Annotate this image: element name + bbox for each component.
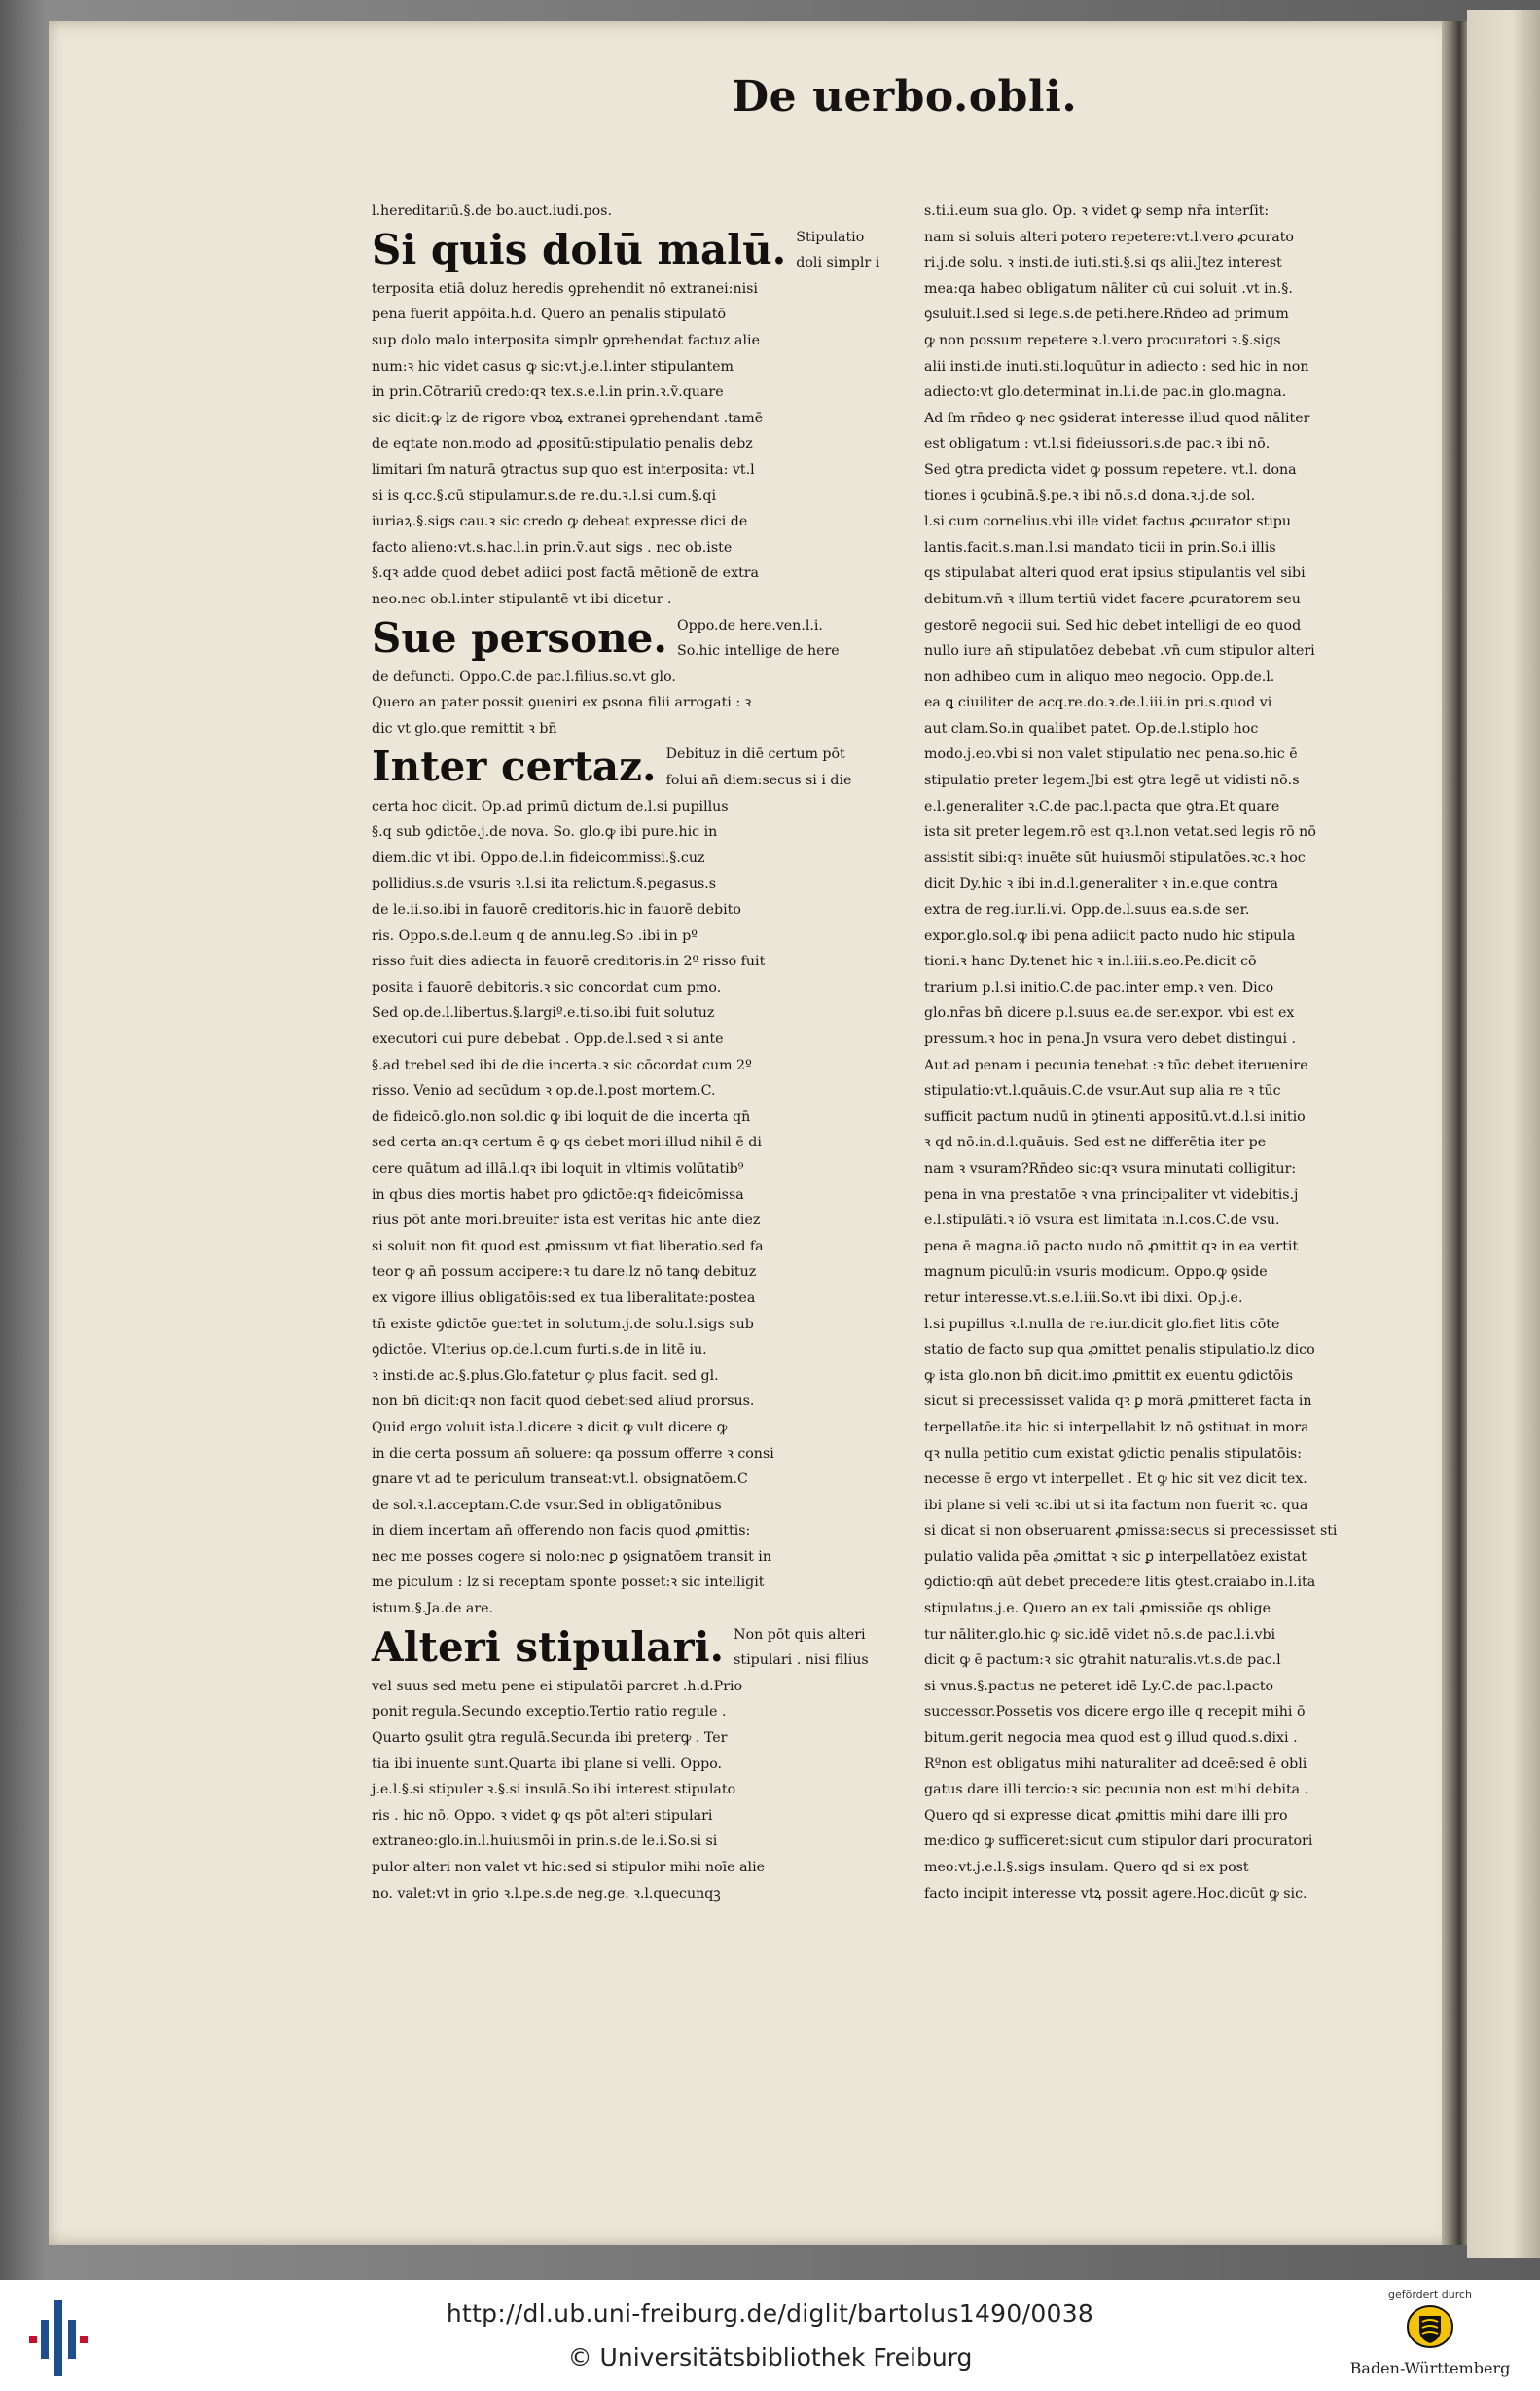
text-line: qꝛ nulla petitio cum existat ꝯdictio penalis stipulatōis: xyxy=(924,1445,1302,1462)
text-line: non bn̄ dicit:qꝛ non facit quod debet:sed aliud prorsus. xyxy=(372,1394,755,1410)
rubric-initial-words: Si quis dolū malū. xyxy=(372,225,787,273)
book-gutter xyxy=(1442,21,1467,2245)
text-line: in diem incertam an̄ offerendo non facis quod ꝓmittis: xyxy=(372,1523,751,1540)
text-line: gnare vt ad te periculum transeat:vt.l. obsignatōem.C xyxy=(372,1471,748,1488)
rubric-initial-words: Alteri stipulari. xyxy=(372,1622,725,1671)
text-line: ex vigore illius obligatōis:sed ex tua liberalitate:postea xyxy=(372,1289,756,1306)
text-line: So.hic intellige de here xyxy=(676,643,840,660)
text-line: sicut si precessisset valida qꝛ ꝑ morā ꝓmitteret facta in xyxy=(924,1394,1312,1410)
text-line: meo:vt.j.e.l.§.sigs insulam. Quero qd si ex post xyxy=(924,1860,1249,1875)
text-line: ri.j.de solu. ꝛ insti.de iuti.sti.§.si qs alii.Jtez interest xyxy=(924,255,1282,272)
text-line: terpellatōe.ita hic si interpellabit lz nō ꝯstituat in mora xyxy=(924,1419,1309,1435)
text-line: posita i fauorē debitoris.ꝛ sic concordat cum pmo. xyxy=(372,979,722,996)
text-line: neo.nec ob.l.inter stipulantē vt ibi dicetur . xyxy=(372,591,672,607)
text-line: tioni.ꝛ hanc Dy.tenet hic ꝛ in.l.iii.s.eo.Pe.dicit cō xyxy=(924,954,1257,970)
text-line: folui an̄ diem:secus si i die xyxy=(665,773,852,789)
text-line: diem.dic vt ibi. Oppo.de.l.in fideicommissi.§.cuz xyxy=(372,850,705,866)
text-line: Oppo.de here.ven.l.i. xyxy=(676,617,823,634)
text-line: ponit regula.Secundo exceptio.Tertio ratio regule . xyxy=(372,1704,727,1721)
text-line: vel suus sed metu pene ei stipulatōi parcret .h.d.Prio xyxy=(372,1678,743,1694)
text-line: ꝛ insti.de ac.§.plus.Glo.fatetur ꝙ plus facit. sed gl. xyxy=(372,1367,719,1384)
text-line: ris . hic nō. Oppo. ꝛ videt ꝙ qs pōt alteri stipulari xyxy=(372,1807,713,1824)
text-line: num:ꝛ hic videt casus ꝙ sic:vt.j.e.l.inter stipulantem xyxy=(372,358,734,375)
text-line: adiecto:vt glo.determinat in.l.i.de pac.in glo.magna. xyxy=(924,384,1287,401)
text-line: magnum piculū:in vsuris modicum. Oppo.ꝙ ꝯside xyxy=(924,1264,1268,1281)
text-line: stipulatio:vt.l.quāuis.C.de vsur.Aut sup alia re ꝛ tūc xyxy=(924,1083,1281,1100)
text-line: Stipulatio xyxy=(796,229,865,245)
text-line: de le.ii.so.ibi in fauorē creditoris.hic in fauorē debito xyxy=(372,902,741,919)
text-line: sic dicit:ꝙ lz de rigore vboꝝ extranei ꝯprehendant .tamē xyxy=(372,410,764,426)
sponsor-block xyxy=(1333,2288,1527,2389)
text-line: Quid ergo voluit ista.l.dicere ꝛ dicit ꝙ vult dicere ꝙ xyxy=(372,1419,728,1435)
text-line: pena ē magna.iō pacto nudo nō ꝓmittit qꝛ in ea vertit xyxy=(924,1238,1299,1254)
text-line: nullo iure an̄ stipulatōez debebat .vn̄ cum stipulor alteri xyxy=(924,643,1315,660)
text-line: executori cui pure debebat . Opp.de.l.sed ꝛ si ante xyxy=(372,1032,724,1047)
text-line: sed certa an:qꝛ certum ē ꝙ qs debet mori.illud nihil ē di xyxy=(372,1135,762,1151)
text-line: risso fuit dies adiecta in fauorē creditoris.in 2º risso fuit xyxy=(372,954,766,970)
text-line: ꝛ qd nō.in.d.l.quāuis. Sed est ne differētia iter pe xyxy=(924,1135,1267,1151)
rubric-heading xyxy=(372,225,880,276)
text-line: pollidius.s.de vsuris ꝛ.l.si ita relictum.§.pegasus.s xyxy=(372,876,717,892)
text-line: successor.Possetis vos dicere ergo ille q recepit mihi ō xyxy=(924,1704,1306,1721)
text-line: alii insti.de inuti.sti.loquūtur in adiecto : sed hic in non xyxy=(924,358,1309,375)
text-line: e.l.stipulāti.ꝛ iō vsura est limitata in.l.cos.C.de vsu. xyxy=(924,1213,1280,1229)
text-line: est obligatum : vt.l.si fideiussori.s.de pac.ꝛ ibi nō. xyxy=(924,436,1271,453)
text-line: l.si pupillus ꝛ.l.nulla de re.iur.dicit glo.fiet litis cōte xyxy=(924,1316,1280,1332)
text-line: terposita etiā doluz heredis ꝯprehendit nō extranei:nisi xyxy=(372,280,758,297)
text-line: in die certa possum an̄ soluere: qa possum offerre ꝛ consi xyxy=(372,1445,774,1462)
text-line: ꝙ ista glo.non bn̄ dicit.imo ꝓmittit ex euentu ꝯdictōis xyxy=(924,1367,1294,1384)
text-line: ris. Oppo.s.de.l.eum q de annu.leg.So .ibi in pº xyxy=(372,927,698,944)
text-line: istum.§.Ja.de are. xyxy=(372,1601,494,1617)
text-line: ꝯdictio:qn̄ aūt debet precedere litis ꝯtest.craiabo in.l.ita xyxy=(924,1575,1316,1591)
copyright-notice: © Universitätsbibliothek Freiburg xyxy=(567,2343,973,2372)
text-line: stipulari . nisi filius xyxy=(734,1652,869,1669)
text-line: in prin.Cōtrariū credo:qꝛ tex.s.e.l.in prin.ꝛ.ṽ.quare xyxy=(372,384,724,401)
text-line: assistit sibi:qꝛ inuēte sūt huiusmōi stipulatōes.ꝛc.ꝛ hoc xyxy=(924,850,1306,866)
text-line: certa hoc dicit. Op.ad primū dictum de.l.si pupillus xyxy=(372,798,729,815)
text-line: nam ꝛ vsuram?Rn̄deo sic:qꝛ vsura minutati colligitur: xyxy=(924,1160,1297,1177)
text-line: tur nāliter.glo.hic ꝙ sic.idē videt nō.s.de pac.l.i.vbi xyxy=(924,1626,1276,1643)
text-line: Quero qd si expresse dicat ꝓmittis mihi dare illi pro xyxy=(924,1807,1288,1824)
rubric-heading xyxy=(372,1622,869,1674)
rubric-heading xyxy=(372,613,840,665)
text-line: l.si cum cornelius.vbi ille videt factus ꝓcurator stipu xyxy=(924,514,1292,530)
left-column xyxy=(372,199,880,1906)
text-line: de defuncti. Oppo.C.de pac.l.filius.so.vt glo. xyxy=(372,669,676,685)
text-line: ꝯsuluit.l.sed si lege.s.de peti.here.Rn̄deo ad primum xyxy=(924,307,1289,323)
text-line: teor ꝙ an̄ possum accipere:ꝛ tu dare.lz nō tanꝙ debituz xyxy=(372,1264,757,1281)
text-line: retur interesse.vt.s.e.l.iii.So.vt ibi dixi. Op.j.e. xyxy=(924,1289,1243,1306)
text-line: nam si soluis alteri potero repetere:vt.l.vero ꝓcurato xyxy=(924,229,1294,245)
text-line: limitari ſm naturā ꝯtractus sup quo est interposita: vt.l xyxy=(372,461,755,478)
text-line: extra de reg.iur.li.vi. Opp.de.l.suus ea.s.de ser. xyxy=(924,902,1250,919)
text-line: l.hereditariū.§.de bo.auct.iudi.pos. xyxy=(372,203,612,219)
text-line: aut clam.So.in qualibet patet. Op.de.l.stiplo hoc xyxy=(924,720,1259,737)
text-line: pena fuerit appōita.h.d. Quero an penalis stipulatō xyxy=(372,307,727,323)
text-line: bitum.gerit negocia mea quod est ꝯ illud quod.s.dixi . xyxy=(924,1730,1298,1747)
text-line: trarium p.l.si initio.C.de pac.inter emp.ꝛ ven. Dico xyxy=(924,979,1274,996)
text-line: e.l.generaliter ꝛ.C.de pac.l.pacta que ꝯtra.Et quare xyxy=(924,798,1280,815)
text-line: in qbus dies mortis habet pro ꝯdictōe:qꝛ fideicōmissa xyxy=(372,1186,744,1203)
text-line: iuriaꝝ.§.sigs cau.ꝛ sic credo ꝙ debeat expresse dici de xyxy=(372,514,748,530)
text-line: ea ꝗ ciuiliter de acq.re.do.ꝛ.de.l.iii.in pri.s.quod vi xyxy=(924,695,1272,711)
facing-page-edge xyxy=(1467,10,1540,2258)
permalink-url[interactable]: http://dl.ub.uni-freiburg.de/diglit/bartolus1490/0038 xyxy=(446,2300,1094,2328)
text-line: stipulatio preter legem.Jbi est ꝯtra legē ut vidisti nō.s xyxy=(924,773,1300,789)
text-line: Sed ꝯtra predicta videt ꝙ possum repetere. vt.l. dona xyxy=(924,461,1297,478)
text-line: ista sit preter legem.rō est qꝛ.l.non vetat.sed legis rō nō xyxy=(924,824,1316,841)
text-line: Debituz in diē certum pōt xyxy=(665,746,845,763)
text-line: dicit Dy.hic ꝛ ibi in.d.l.generaliter ꝛ in.e.que contra xyxy=(924,876,1278,892)
text-line: me piculum : lz si receptam sponte posset:ꝛ sic intelligit xyxy=(372,1575,765,1591)
text-line: tia ibi inuente sunt.Quarta ibi plane si velli. Oppo. xyxy=(372,1756,723,1772)
text-line: glo.nr̄as bn̄ dicere p.l.suus ea.de ser.expor. vbi est ex xyxy=(924,1005,1295,1022)
text-line: Non pōt quis alteri xyxy=(734,1626,866,1643)
text-line: tiones i ꝯcubinā.§.pe.ꝛ ibi nō.s.d dona.ꝛ.j.de sol. xyxy=(924,488,1256,504)
rubric-initial-words: Sue persone. xyxy=(372,613,667,662)
text-line: Quero an pater possit ꝯueniri ex ꝑsona filii arrogati : ꝛ xyxy=(372,695,752,711)
text-line: pulatio valida pēa ꝓmittat ꝛ sic ꝑ interpellatōez existat xyxy=(924,1548,1307,1565)
text-line: ibi plane si veli ꝛc.ibi ut si ita factum non fuerit ꝛc. qua xyxy=(924,1497,1308,1513)
text-line: j.e.l.§.si stipuler ꝛ.§.si insulā.So.ibi interest stipulato xyxy=(372,1782,736,1798)
text-line: Sed op.de.l.libertus.§.largiº.e.ti.so.ibi fuit solutuz xyxy=(372,1005,715,1022)
running-head: De uerbo.obli. xyxy=(732,72,1078,122)
text-line: Aut ad penam i pecunia tenebat :ꝛ tūc debet iteruenire xyxy=(924,1057,1308,1073)
rubric-side-text xyxy=(666,742,852,793)
rubric-side-text xyxy=(677,613,840,665)
text-line: ꝙ non possum repetere ꝛ.l.vero procuratori ꝛ.§.sigs xyxy=(924,332,1281,348)
text-line: dic vt glo.que remittit ꝛ bn̄ xyxy=(372,720,557,737)
text-line: facto alieno:vt.s.hac.l.in prin.ṽ.aut sigs . nec ob.iste xyxy=(372,539,733,556)
text-line: pena in vna prestatōe ꝛ vna principaliter vt videbitis.j xyxy=(924,1186,1299,1203)
text-line: ꝯdictōe. Vlterius op.de.l.cum furti.s.de in litē iu. xyxy=(372,1342,707,1359)
text-line: dicit ꝙ ē pactum:ꝛ sic ꝯtrahit naturalis.vt.s.de pac.l xyxy=(924,1652,1281,1669)
text-line: gatus dare illi tercio:ꝛ sic pecunia non est mihi debita . xyxy=(924,1782,1309,1798)
text-line: tn̄ existe ꝯdictōe ꝯuertet in solutum.j.de solu.l.sigs sub xyxy=(372,1316,754,1332)
text-line: §.ad trebel.sed ibi de die incerta.ꝛ sic cōcordat cum 2º xyxy=(372,1057,752,1073)
viewer-footer xyxy=(0,2280,1540,2391)
rubric-side-text xyxy=(796,225,879,276)
text-line: risso. Venio ad secūdum ꝛ op.de.l.post mortem.C. xyxy=(372,1083,716,1100)
sponsor-name: Baden-Württemberg xyxy=(1349,2359,1511,2377)
text-line: de fideicō.glo.non sol.dic ꝙ ibi loquit de die incerta qn̄ xyxy=(372,1108,751,1125)
sponsor-label: gefördert durch xyxy=(1387,2288,1473,2300)
text-line: necesse ē ergo vt interpellet . Et ꝙ hic sit vez dicit tex. xyxy=(924,1471,1307,1488)
rubric-initial-words: Inter certaz. xyxy=(372,743,657,791)
text-line: pulor alteri non valet vt hic:sed si stipulor mihi noīe alie xyxy=(372,1860,766,1875)
text-line: facto incipit interesse vtꝝ possit agere.Hoc.dicūt ꝙ sic. xyxy=(924,1885,1307,1902)
text-line: gestorē negocii sui. Sed hic debet intelligi de eo quod xyxy=(924,617,1302,634)
text-line: s.ti.i.eum sua glo. Op. ꝛ videt ꝙ semp nr̄a interſit: xyxy=(924,203,1270,219)
text-line: doli simplr i xyxy=(796,255,880,272)
text-line: si dicat si non obseruarent ꝓmissa:secus si precessisset sti xyxy=(924,1523,1338,1540)
text-line: de eqtate non.modo ad ꝓpositū:stipulatio penalis debz xyxy=(372,436,753,453)
text-line: si is q.cc.§.cū stipulamur.s.de re.du.ꝛ.l.si cum.§.qi xyxy=(372,488,716,504)
text-line: rius pōt ante mori.breuiter ista est veritas hic ante diez xyxy=(372,1213,761,1229)
text-line: sufficit pactum nudū in ꝯtinenti appositū.vt.d.l.si initio xyxy=(924,1108,1306,1125)
text-line: no. valet:vt in ꝯrio ꝛ.l.pe.s.de neg.ge. ꝛ.l.quecunqꝫ xyxy=(372,1885,721,1902)
text-line: Ad ſm rn̄deo ꝙ nec ꝯsiderat interesse illud quod nāliter xyxy=(924,410,1310,426)
baden-wuerttemberg-crest-icon xyxy=(1406,2302,1454,2351)
text-line: Quarto ꝯsulit ꝯtra regulā.Secunda ibi preterꝙ . Ter xyxy=(372,1730,728,1747)
text-line: sup dolo malo interposita simplr ꝯprehendat factuz alie xyxy=(372,332,760,348)
rubric-side-text xyxy=(734,1622,869,1674)
text-line: debitum.vn̄ ꝛ illum tertiū videt facere ꝓcuratorem seu xyxy=(924,591,1301,607)
text-line: cere quātum ad illā.l.qꝛ ibi loquit in vltimis volūtatib⁹ xyxy=(372,1160,744,1177)
text-line: nec me posses cogere si nolo:nec ꝑ ꝯsignatōem transit in xyxy=(372,1548,771,1565)
text-line: §.q sub ꝯdictōe.j.de nova. So. glo.ꝙ ibi pure.hic in xyxy=(372,824,718,841)
text-line: mea:qa habeo obligatum nāliter cū cui soluit .vt in.§. xyxy=(924,280,1293,297)
text-line: stipulatus.j.e. Quero an ex tali ꝓmissiōe qs oblige xyxy=(924,1601,1271,1617)
text-line: lantis.facit.s.man.l.si mandato ticii in prin.So.i illis xyxy=(924,539,1276,556)
text-line: Rºnon est obligatus mihi naturaliter ad dceē:sed ē obli xyxy=(924,1756,1307,1772)
right-column xyxy=(924,199,1428,1906)
text-line: de sol.ꝛ.l.acceptam.C.de vsur.Sed in obligatōnibus xyxy=(372,1497,722,1513)
text-line: extraneo:glo.in.l.huiusmōi in prin.s.de le.i.So.si si xyxy=(372,1833,718,1850)
text-line: §.qꝛ adde quod debet adiici post factā mētionē de extra xyxy=(372,565,760,582)
text-line: modo.j.eo.vbi si non valet stipulatio nec pena.so.hic ē xyxy=(924,746,1298,763)
text-line: expor.glo.sol.ꝙ ibi pena adiicit pacto nudo hic stipula xyxy=(924,927,1296,944)
text-line: me:dico ꝙ sufficeret:sicut cum stipulor dari procuratori xyxy=(924,1833,1313,1850)
text-line: qs stipulabat alteri quod erat ipsius stipulantis vel sibi xyxy=(924,565,1306,582)
rubric-heading xyxy=(372,742,852,793)
text-line: pressum.ꝛ hoc in pena.Jn vsura vero debet distingui . xyxy=(924,1032,1297,1047)
text-line: si vnus.§.pactus ne peteret idē Ly.C.de pac.l.pacto xyxy=(924,1678,1274,1694)
text-line: non adhibeo cum in aliquo meo negocio. Opp.de.l. xyxy=(924,669,1275,685)
text-line: si soluit non fit quod est ꝓmissum vt fiat liberatio.sed fa xyxy=(372,1238,764,1254)
text-line: statio de facto sup qua ꝓmittet penalis stipulatio.lz dico xyxy=(924,1342,1315,1359)
